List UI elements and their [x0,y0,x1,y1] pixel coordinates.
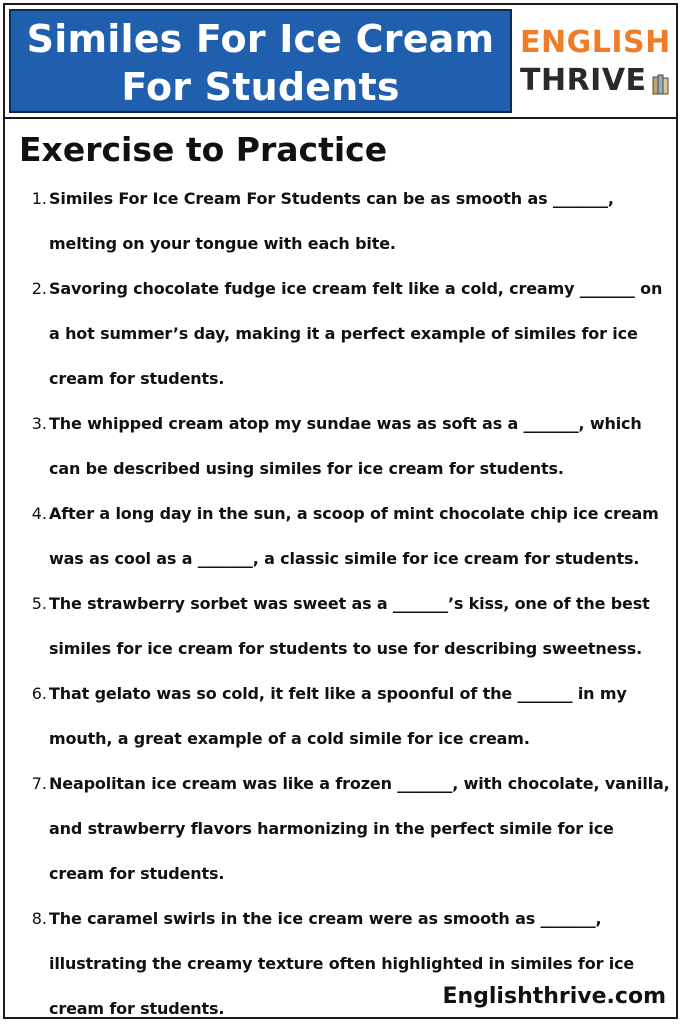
list-item [5,176,678,266]
list-item [5,401,678,491]
list-item [5,581,678,671]
item-number: 8. [31,909,47,928]
item-number: 7. [31,774,47,793]
list-item [5,761,678,896]
title-line-1: Similes For Ice Cream [26,17,495,61]
item-number: 3. [31,414,47,433]
item-text: Similes For Ice Cream For Students can be as smooth as _______, melting on your tongue with each bite. [49,189,614,253]
item-number: 4. [31,504,47,523]
exercise-list [5,176,678,1019]
book-icon [652,73,670,95]
list-item [5,671,678,761]
item-number: 2. [31,279,47,298]
logo-english-text: ENGLISH [520,25,671,60]
english-thrive-logo [520,25,670,105]
page-title [11,15,510,111]
item-text: That gelato was so cold, it felt like a spoonful of the _______ in my mouth, a great example of a cold simile for ice cream. [49,684,627,748]
list-item [5,491,678,581]
item-number: 5. [31,594,47,613]
title-line-2: For Students [121,65,400,109]
header-divider [5,117,676,119]
item-text: After a long day in the sun, a scoop of mint chocolate chip ice cream was as cool as a _______, a classic simile for ice cream for students. [49,504,659,568]
logo-thrive-text: THRIVE [520,63,647,98]
item-text: Savoring chocolate fudge ice cream felt like a cold, creamy _______ on a hot summer’s day, making it a perfect example of similes for ice cream for students. [49,279,663,388]
item-text: The whipped cream atop my sundae was as soft as a _______, which can be described using similes for ice cream for students. [49,414,642,478]
list-item [5,266,678,401]
section-heading: Exercise to Practice [19,130,388,169]
item-text: Neapolitan ice cream was like a frozen _______, with chocolate, vanilla, and strawberry flavors harmonizing in the perfect simile for ice cream for students. [49,774,670,883]
title-banner [9,9,512,113]
item-text: The strawberry sorbet was sweet as a _______’s kiss, one of the best similes for ice cream for students to use for describing sweetness. [49,594,650,658]
item-number: 1. [31,189,47,208]
item-text: The caramel swirls in the ice cream were as smooth as _______, illustrating the creamy texture often highlighted in similes for ice cream for students. [49,909,635,1018]
site-link[interactable]: Englishthrive.com [442,984,666,1009]
page-frame [3,3,678,1019]
item-number: 6. [31,684,47,703]
